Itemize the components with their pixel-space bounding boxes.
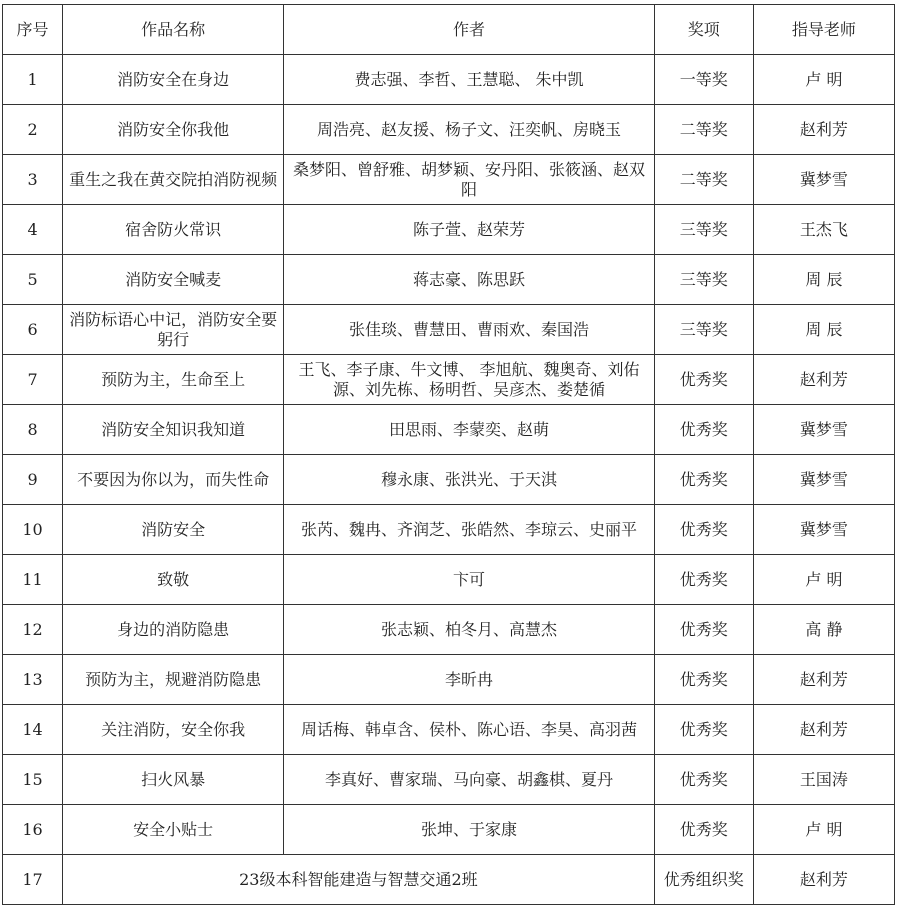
cell-authors: 张佳琰、曹慧田、曹雨欢、秦国浩 [284,305,654,355]
header-cell-award: 奖项 [654,5,753,55]
table-body [3,55,895,905]
cell-authors: 蒋志豪、陈思跃 [284,255,654,305]
cell-no: 14 [3,705,63,755]
table-row [3,605,895,655]
cell-no: 3 [3,155,63,205]
cell-title: 消防安全你我他 [63,105,284,155]
cell-no: 16 [3,805,63,855]
table-row [3,255,895,305]
cell-teacher: 赵利芳 [753,855,894,905]
table-row [3,205,895,255]
cell-no: 10 [3,505,63,555]
table-row [3,755,895,805]
cell-authors: 李昕冉 [284,655,654,705]
table-row [3,455,895,505]
table-row [3,655,895,705]
cell-authors: 张坤、于家康 [284,805,654,855]
cell-teacher: 赵利芳 [753,355,894,405]
cell-authors: 卞可 [284,555,654,605]
cell-authors: 桑梦阳、曾舒雅、胡梦颖、安丹阳、张筱涵、赵双阳 [284,155,654,205]
cell-award: 二等奖 [654,105,753,155]
cell-authors: 陈子萱、赵荣芳 [284,205,654,255]
cell-award: 三等奖 [654,255,753,305]
cell-title: 不要因为你以为，而失性命 [63,455,284,505]
cell-no: 13 [3,655,63,705]
cell-no: 2 [3,105,63,155]
cell-teacher: 赵利芳 [753,105,894,155]
cell-authors: 周浩亮、赵友援、杨子文、汪奕帆、房晓玉 [284,105,654,155]
table-row [3,805,895,855]
cell-no: 15 [3,755,63,805]
cell-award: 优秀奖 [654,655,753,705]
cell-no: 4 [3,205,63,255]
header-cell-teacher: 指导老师 [753,5,894,55]
cell-teacher: 冀梦雪 [753,455,894,505]
table-row [3,505,895,555]
cell-title: 身边的消防隐患 [63,605,284,655]
header-cell-no: 序号 [3,5,63,55]
cell-teacher: 周 辰 [753,255,894,305]
table-row [3,555,895,605]
cell-title: 消防安全知识我知道 [63,405,284,455]
table-row [3,305,895,355]
cell-title: 消防安全 [63,505,284,555]
cell-teacher: 王杰飞 [753,205,894,255]
cell-title: 致敬 [63,555,284,605]
table-row [3,705,895,755]
cell-award: 二等奖 [654,155,753,205]
cell-award: 优秀奖 [654,455,753,505]
cell-title: 扫火风暴 [63,755,284,805]
header-row [3,5,895,55]
cell-teacher: 冀梦雪 [753,505,894,555]
cell-no: 9 [3,455,63,505]
cell-no: 5 [3,255,63,305]
cell-teacher: 赵利芳 [753,705,894,755]
cell-title: 消防安全喊麦 [63,255,284,305]
cell-title: 预防为主，生命至上 [63,355,284,405]
cell-authors: 周话梅、韩卓含、侯朴、陈心语、李昊、高羽茜 [284,705,654,755]
cell-no: 6 [3,305,63,355]
cell-no: 7 [3,355,63,405]
cell-award: 优秀奖 [654,755,753,805]
cell-no: 1 [3,55,63,105]
cell-award: 优秀奖 [654,405,753,455]
cell-title: 宿舍防火常识 [63,205,284,255]
cell-award: 优秀奖 [654,355,753,405]
cell-title: 消防安全在身边 [63,55,284,105]
cell-teacher: 冀梦雪 [753,405,894,455]
table-row [3,405,895,455]
cell-title: 安全小贴士 [63,805,284,855]
table-row [3,355,895,405]
table-row-organization [3,855,895,905]
cell-teacher: 赵利芳 [753,655,894,705]
cell-award: 三等奖 [654,305,753,355]
cell-authors: 张志颖、柏冬月、高慧杰 [284,605,654,655]
cell-award: 优秀奖 [654,605,753,655]
cell-authors: 李真好、曹家瑞、马向豪、胡鑫棋、夏丹 [284,755,654,805]
cell-authors: 张芮、魏冉、齐润芝、张皓然、李琼云、史丽平 [284,505,654,555]
cell-award: 三等奖 [654,205,753,255]
cell-award: 一等奖 [654,55,753,105]
cell-teacher: 冀梦雪 [753,155,894,205]
cell-title: 关注消防，安全你我 [63,705,284,755]
cell-authors: 费志强、李哲、王慧聪、 朱中凯 [284,55,654,105]
table-row [3,105,895,155]
cell-teacher: 周 辰 [753,305,894,355]
table-row [3,155,895,205]
cell-title: 重生之我在黄交院拍消防视频 [63,155,284,205]
cell-no: 12 [3,605,63,655]
cell-award: 优秀奖 [654,805,753,855]
cell-no: 11 [3,555,63,605]
cell-no: 17 [3,855,63,905]
awards-table [2,4,895,905]
cell-class-name: 23级本科智能建造与智慧交通2班 [63,855,655,905]
cell-authors: 田思雨、李蒙奕、赵萌 [284,405,654,455]
cell-authors: 王飞、李子康、牛文博、 李旭航、魏奥奇、刘佑源、刘先栋、杨明哲、吴彦杰、娄楚循 [284,355,654,405]
cell-title: 预防为主，规避消防隐患 [63,655,284,705]
header-cell-title: 作品名称 [63,5,284,55]
cell-teacher: 高 静 [753,605,894,655]
cell-teacher: 卢 明 [753,805,894,855]
cell-award: 优秀奖 [654,555,753,605]
cell-award: 优秀奖 [654,705,753,755]
header-cell-authors: 作者 [284,5,654,55]
cell-teacher: 卢 明 [753,55,894,105]
cell-no: 8 [3,405,63,455]
cell-title: 消防标语心中记，消防安全要躬行 [63,305,284,355]
table-row [3,55,895,105]
cell-teacher: 王国涛 [753,755,894,805]
cell-authors: 穆永康、张洪光、于天淇 [284,455,654,505]
cell-award: 优秀奖 [654,505,753,555]
cell-teacher: 卢 明 [753,555,894,605]
cell-award: 优秀组织奖 [654,855,753,905]
